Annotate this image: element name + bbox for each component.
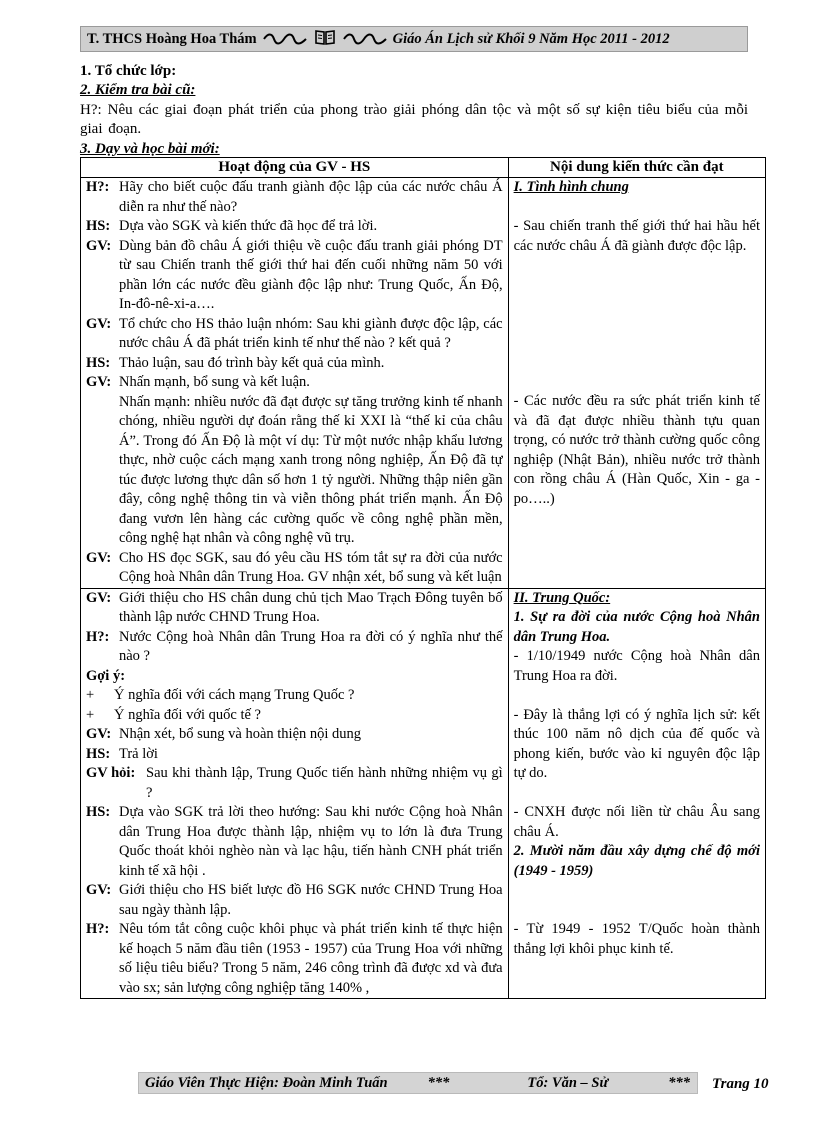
col-content-header: Nội dung kiến thức cần đạt	[508, 158, 765, 178]
header-title: Giáo Án Lịch sử Khối 9 Năm Học 2011 - 2012	[392, 30, 670, 47]
table-header-row	[81, 158, 766, 178]
ornament-left-icon	[263, 33, 307, 45]
section-heading: II. Trung Quốc:	[513, 589, 611, 606]
section-heading: I. Tình hình chung	[513, 179, 629, 195]
subject-group: Tổ: Văn – Sử	[527, 1074, 609, 1091]
activity-line: GV: Nhận xét, bổ sung và hoàn thiện nội dung	[86, 726, 362, 742]
content-paragraph: - Sau chiến tranh thế giới thứ hai hầu hết các nước châu Á đã giành được độc lập.	[513, 218, 760, 254]
content-cell-1	[508, 178, 765, 589]
activity-line: GV: Cho HS đọc SGK, sau đó yêu cầu HS tóm tắt sự ra đời của nước Cộng hoà Nhân dân Trung Hoa. GV nhận xét, bổ sung và kết luận	[86, 549, 503, 585]
ornament-right-icon	[343, 33, 387, 45]
book-icon	[315, 29, 335, 50]
school-name: T. THCS Hoàng Hoa Thám	[87, 30, 257, 47]
page-footer	[138, 1072, 698, 1094]
page-number: Trang 10	[712, 1076, 769, 1092]
activity-line: HS: Dựa vào SGK trả lời theo hướng: Sau khi nước Cộng hoà Nhân dân Trung Hoa được thành lập, nhiệm vụ to lớn là đưa Trung Quốc thoát khỏi nghèo nàn và lạc hậu, tiến hành CNH phát triển kinh tế xã hội .	[86, 804, 503, 879]
activity-line: GV: Dùng bản đồ châu Á giới thiệu về cuộc đấu tranh giải phóng DT từ sau Chiến tranh thế giới thứ hai đến cuối những năm 50 với phần lớn các nước đều giành độc lập như: Trung Quốc, Ấn Độ, In-đô-nê-xi-a….	[86, 237, 503, 312]
emphasis-paragraph: Nhấn mạnh: nhiều nước đã đạt được sự tăng trưởng kinh tế nhanh chóng, nhiều người dự đoán rằng thế kỉ XXI là “thế kỉ của châu Á”. Trong đó Ấn Độ là một ví dụ: Từ một nước nhập khẩu lương thực, nhờ cuộc cách mạng xanh trong nông nghiệp, Ấn Độ đã tự túc được lương thực dân số hơn 1 tỷ người. Những thập niên gần đây, công nghệ thông tin và viễn thông phát triển mạnh. Ấn Độ đang vươn lên hàng các cường quốc về công nghệ phần mền, công nghệ hạt nhân và công nghệ vũ trụ.	[119, 393, 503, 546]
content-paragraph: - CNXH được nối liền từ châu Âu sang châu Á.	[513, 804, 760, 840]
activity-line: H?: Hãy cho biết cuộc đấu tranh giành độc lập của các nước châu Á diễn ra như thế nào?	[86, 179, 503, 215]
content-paragraph: - 1/10/1949 nước Cộng hoà Nhân dân Trung Hoa ra đời.	[513, 648, 760, 684]
content-paragraph: - Từ 1949 - 1952 T/Quốc hoàn thành thắng lợi khôi phục kinh tế.	[513, 921, 760, 957]
teacher-name: Giáo Viên Thực Hiện: Đoàn Minh Tuấn	[145, 1074, 388, 1091]
footer-stars: ***	[668, 1074, 690, 1091]
activity-line: GV: Nhấn mạnh, bổ sung và kết luận.	[86, 374, 310, 390]
activities-cell-1	[81, 178, 509, 589]
subsection-heading: 1. Sự ra đời của nước Cộng hoà Nhân dân Trung Hoa.	[513, 609, 760, 645]
hint-label: Gợi ý:	[86, 667, 126, 684]
section-3-heading: 3. Dạy và học bài mới:	[80, 141, 220, 157]
hint-item: + Ý nghĩa đối với cách mạng Trung Quốc ?	[86, 687, 355, 703]
activity-line: GV: Giới thiệu cho HS biết lược đồ H6 SGK nước CHND Trung Hoa sau ngày thành lập.	[86, 882, 503, 918]
page-header	[80, 26, 748, 52]
activities-cell-2	[81, 588, 509, 999]
content-cell-2	[508, 588, 765, 999]
activity-line: HS: Thảo luận, sau đó trình bày kết quả của mình.	[86, 354, 385, 371]
review-question: H?: Nêu các giai đoạn phát triển của phong trào giải phóng dân tộc và một số sự kiện tiêu biểu của mỗi giai đoạn.	[80, 102, 749, 137]
subsection-heading: 2. Mười năm đầu xây dựng chế độ mới (1949 - 1959)	[513, 843, 760, 879]
table-row	[81, 588, 766, 999]
activity-line: H?: Nêu tóm tắt công cuộc khôi phục và phát triển kinh tế thực hiện kế hoạch 5 năm đầu tiên (1953 - 1957) của Trung Hoa với những số liệu tiêu biểu? Trong 5 năm, 246 công trình đã được xd và đưa vào sx; sản lượng công nghiệp tăng 140% ,	[86, 921, 503, 996]
content-paragraph: - Các nước đều ra sức phát triển kinh tế và đã đạt được nhiều thành tựu quan trọng, có nước trở thành cường quốc công nghiệp (Nhật Bản), nhiều nước trở thành con rồng châu Á (Hàn Quốc, Xin - ga - po…..)	[513, 393, 760, 507]
activity-line: HS: Trả lời	[86, 745, 158, 762]
activity-line: HS: Dựa vào SGK và kiến thức đã học để trả lời.	[86, 218, 378, 234]
col-activities-header: Hoạt động của GV - HS	[81, 158, 509, 178]
section-1-heading: 1. Tổ chức lớp:	[80, 63, 177, 79]
activity-line: GV hỏi: Sau khi thành lập, Trung Quốc tiến hành những nhiệm vụ gì ?	[86, 765, 503, 801]
hint-item: + Ý nghĩa đối với quốc tế ?	[86, 706, 261, 723]
activity-line: GV: Giới thiệu cho HS chân dung chủ tịch Mao Trạch Đông tuyên bố thành lập nước CHND Trung Hoa.	[86, 589, 503, 625]
section-2-heading: 2. Kiểm tra bài cũ:	[80, 82, 196, 98]
activity-line: GV: Tổ chức cho HS thảo luận nhóm: Sau khi giành được độc lập, các nước châu Á đã phát triển kinh tế như thế nào ? kết quả ?	[86, 315, 503, 351]
content-paragraph: - Đây là thắng lợi có ý nghĩa lịch sử: kết thúc 100 năm nô dịch của đế quốc và phong kiến, bước vào kỉ nguyên độc lập tự do.	[513, 706, 760, 781]
lesson-table	[80, 157, 766, 999]
footer-stars: ***	[427, 1074, 450, 1091]
table-row	[81, 178, 766, 589]
activity-line: H?: Nước Cộng hoà Nhân dân Trung Hoa ra đời có ý nghĩa như thế nào ?	[86, 628, 503, 664]
